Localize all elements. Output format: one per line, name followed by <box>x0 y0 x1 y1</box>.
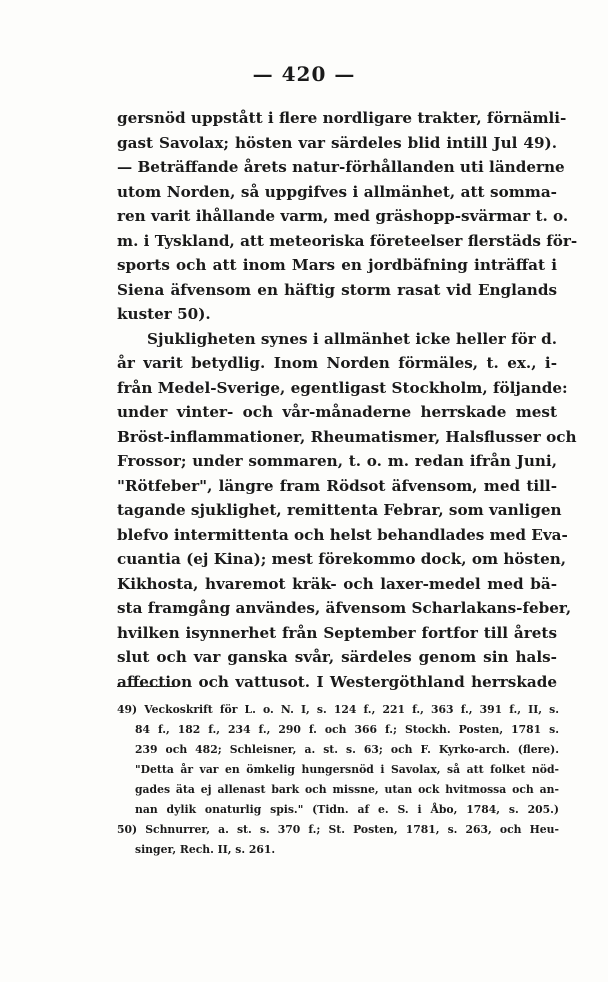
text-line: m. i Tyskland, att meteoriska företeelser flerstäds för- <box>117 231 578 250</box>
text-line: år varit betydlig. Inom Norden förmäles, t. ex., i- <box>117 354 557 372</box>
text-line: från Medel-Sverige, egentligast Stockholm, följande: <box>117 378 568 397</box>
footnote-line: 84 f., 182 f., 234 f., 290 f. och 366 f.; Stockh. Posten, 1781 s. <box>135 723 559 736</box>
footnote-line: 49) Veckoskrift för L. o. N. I, s. 124 f., 221 f., 363 f., 391 f., II, s. <box>117 703 559 716</box>
text-line: affection och vattusot. I Westergöthland herrskade <box>117 672 557 691</box>
text-line: gast Savolax; hösten var särdeles blid intill Jul 49). <box>117 133 557 152</box>
text-line: Frossor; under sommaren, t. o. m. redan ifrån Juni, <box>117 452 557 470</box>
text-line: under vinter- och vår-månaderne herrskade mest <box>117 403 557 421</box>
text-line: "Rötfeber", längre fram Rödsot äfvensom, med till- <box>117 476 557 495</box>
text-line: gersnöd uppstått i flere nordligare trakter, förnämli- <box>117 109 567 127</box>
text-line: sports och att inom Mars en jordbäfning inträffat i <box>117 256 557 274</box>
text-line: hvilken isynnerhet från September fortfor till årets <box>117 623 557 642</box>
footnotes <box>117 700 559 860</box>
main-text <box>117 106 578 694</box>
footnote-divider <box>117 686 177 687</box>
text-line: blefvo intermittenta och helst behandlades med Eva- <box>117 525 568 544</box>
footnote-line: 239 och 482; Schleisner, a. st. s. 63; och F. Kyrko-arch. (flere). <box>135 743 559 756</box>
text-line: Kikhosta, hvaremot kräk- och laxer-medel med bä- <box>117 574 557 593</box>
text-line: utom Norden, så uppgifves i allmänhet, att somma- <box>117 182 557 201</box>
text-line: Sjukligheten synes i allmänhet icke heller för d. <box>147 329 557 348</box>
text-line: ren varit ihållande varm, med gräshopp-svärmar t. o. <box>117 207 569 225</box>
footnote-line: nan dylik onaturlig spis." (Tidn. af e. S. i Åbo, 1784, s. 205.) <box>135 803 559 816</box>
page-number-header: — 420 — <box>252 62 356 86</box>
text-line: Siena äfvensom en häftig storm rasat vid Englands <box>117 280 557 299</box>
text-line: slut och var ganska svår, särdeles genom sin hals- <box>117 648 557 666</box>
footnote-line: singer, Rech. II, s. 261. <box>135 843 276 856</box>
text-line: — Beträffande årets natur-förhållanden uti länderne <box>117 158 565 176</box>
footnote-line: "Detta år var en ömkelig hungersnöd i Savolax, så att folket nöd- <box>135 763 559 776</box>
text-line: kuster 50). <box>117 305 211 323</box>
text-line: Bröst-inflammationer, Rheumatismer, Halsflusser och <box>117 427 577 446</box>
text-line: sta framgång användes, äfvensom Scharlakans-feber, <box>117 599 572 617</box>
footnote-line: 50) Schnurrer, a. st. s. 370 f.; St. Posten, 1781, s. 263, och Heu- <box>117 823 559 836</box>
text-line: cuantia (ej Kina); mest förekommo dock, om hösten, <box>117 550 567 568</box>
text-line: tagande sjuklighet, remittenta Febrar, som vanligen <box>117 501 562 519</box>
footnote-line: gades äta ej allenast bark och missne, utan ock hvitmossa och an- <box>135 783 559 796</box>
